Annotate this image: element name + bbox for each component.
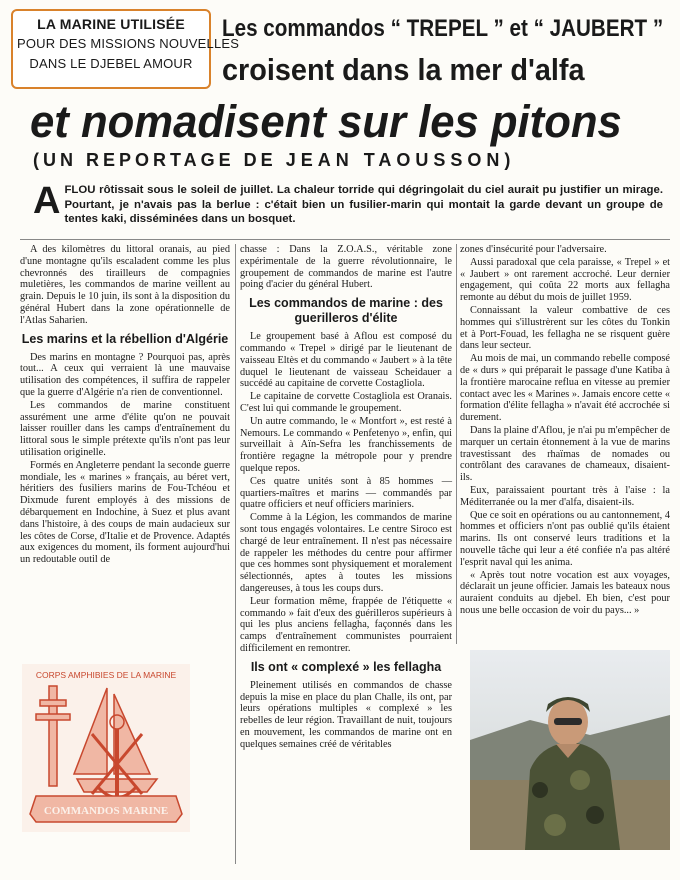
byline-author: JEAN TAOUSSON) <box>285 150 516 170</box>
subheading: Les commandos de marine : des guerilleros d'élite <box>249 296 443 326</box>
paragraph: Des marins en montagne ? Pourquoi pas, après tout... A ceux qui verraient là une mauvaise utilisation des compétences, il suffira de rappeler que la guerre d'Algérie n'a rien de conventionnel. <box>20 351 230 398</box>
byline-prefix: (UN REPORTAGE DE <box>33 150 277 170</box>
article-column-2 <box>240 244 452 751</box>
emblem-top-text: CORPS AMPHIBIES DE LA MARINE <box>35 670 177 680</box>
paragraph: Dans la plaine d'Aflou, je n'ai pu m'empêcher de marquer un certain étonnement à la vue de marins travestissant des rhaïmas de nomades ou contrôlant des caravanes de chameaux, disaient-ils. <box>460 424 670 484</box>
column-divider <box>235 244 236 864</box>
commandos-marine-emblem <box>22 664 190 832</box>
paragraph: chasse : Dans la Z.O.A.S., véritable zone expérimentale de la guerre révolutionnaire, le groupement de commandos de marine est l'autre poing d'acier du général Hubert. <box>240 244 452 291</box>
emblem-scroll-text: COMMANDOS MARINE <box>43 805 169 817</box>
drop-cap: A <box>33 180 61 222</box>
paragraph: zones d'insécurité pour l'adversaire. <box>460 244 607 255</box>
paragraph: Aussi paradoxal que cela paraisse, « Trepel » et « Jaubert » ont rarement accroché. Leur dernier engagement, qui coûta 22 morts aux fellagha remonte au début du mois de juillet 1959. <box>460 256 670 304</box>
paragraph: Ces quatre unités sont à 85 hommes — quartiers-maîtres et marins — commandés par quatre officiers et neuf officiers mariniers. <box>240 475 452 511</box>
paragraph: Les commandos de marine constituent assurément une arme d'élite qu'on ne pouvait laisser rouiller dans les camps d'entraînement du littoral sous le simple prétexte qu'ils n'ont pas leur utilisation originelle. <box>20 399 230 458</box>
paragraph: Connaissant la valeur combattive de ces hommes qui s'illustrèrent sur les côtes du Tonkin et à Port-Fouad, les fellagha ne se risquent guère dans leur secteur. <box>460 304 670 352</box>
paragraph: Un autre commando, le « Montfort », est resté à Nemours. Le commando « Penfetenyo », enfin, qui surveillait à Aïn-Sefra les franchissements de frontière regagne la métropole pour y prendre quelque repos. <box>240 415 452 474</box>
paragraph: Comme à la Légion, les commandos de marine sont tous engagés volontaires. Le centre Siroco est chargé de leur entraînement. Il n'est pas nécessaire de rappeler les méthodes du centre pour affirmer que ces hommes sont physiquement et moralement sélectionnés, aptes à toutes les missions dangereuses, à tous les coups durs. <box>240 512 452 594</box>
emblem-icon <box>22 664 190 832</box>
article-column-3 <box>460 244 670 618</box>
paragraph: Au mois de mai, un commando rebelle composé de « durs » qui préparait le passage d'une Katiba à la frontière marocaine reflua en vitesse au premier contact avec les « Marines ». Jamais encore cette « formation d'élite fellagha » n'avait été accrochée si durement. <box>460 353 670 424</box>
paragraph: Formés en Angleterre pendant la seconde guerre mondiale, les « marines » français, au béret vert, héritiers des fusiliers marins de Fou-Tchéou et Dixmude furent employés à des missions de débarquement en Indochine, à Suez et plus avant dans l'histoire, à des coups de main audacieux sur les côtes de Corse, d'Italie et de Provence. Adaptés aux exigences du moment, ils forment aujourd'hui un redoutable outil de <box>20 459 230 566</box>
headline-line-2: croisent dans la mer d'alfa <box>222 52 585 87</box>
paragraph: Leur formation même, frappée de l'étiquette « commando » fait d'eux des guérilleros supérieurs à qui les plus anciens fellagha, façonnés dans les camps d'entraînement communistes pourraient difficilement en remontrer. <box>240 595 452 654</box>
article-column-1 <box>20 244 230 567</box>
kicker-line-1: LA MARINE UTILISÉE <box>37 16 185 32</box>
subheading: Les marins et la rébellion d'Algérie <box>21 331 229 346</box>
column-divider <box>456 244 457 644</box>
paragraph: Le capitaine de corvette Costagliola est Oranais. C'est lui qui commande le groupement. <box>240 391 452 414</box>
soldier-photo <box>470 650 670 850</box>
paragraph: Pleinement utilisés en commandos de chasse depuis la mise en place du plan Challe, ils ont, par leurs opérations multiples « complexé » les rebelles de leur région. Travaillant de nuit, toujours en mouvement, les commandos de marine ont en quelques semaines créé de véritables <box>240 679 452 750</box>
soldier-photo-icon <box>470 650 670 850</box>
kicker-line-3: DANS LE DJEBEL AMOUR <box>29 56 193 71</box>
paragraph: Eux, paraissaient pourtant très à l'aise : la Méditerranée ou la mer d'alfa, disaient-ils. <box>460 484 670 508</box>
kicker-line-2: POUR DES MISSIONS NOUVELLES <box>17 36 240 51</box>
paragraph: A des kilomètres du littoral oranais, au pied d'une montagne qu'ils escaladent comme les plus chevronnés des tirailleurs de compagnies muletières, les commandos de marine veillent au grain. Depuis le 10 juin, ils sont à la disposition du général Hubert dans la zone opérationnelle de l'Atlas Saharien. <box>20 244 230 326</box>
byline <box>33 150 515 171</box>
lead-paragraph <box>33 180 663 227</box>
paragraph: Que ce soit en opérations ou au cantonnement, 4 hommes et officiers n'ont pas oublié qu'ils étaient marins. Ils ont conservé leurs traditions et la nouvelle tâche qui leur a été confiée n'a pas altéré l'esprit naval qui les anima. <box>460 509 670 568</box>
headline-line-1: Les commandos “ TREPEL ” et “ JAUBERT ” <box>222 15 664 42</box>
subheading: Ils ont « complexé » les fellagha <box>250 659 442 674</box>
paragraph: Le groupement basé à Aflou est composé du commando « Trepel » dirigé par le lieutenant de vaisseau Eltès et du commando « Jaubert » à la tête duquel le lieutenant de vaisseau Scheidauer a succédé au capitaine de corvette Costagliola. <box>240 331 452 390</box>
lead-text: FLOU rôtissait sous le soleil de juillet. La chaleur torride qui dégringolait du ciel aurait pu justifier un mirage. Pourtant, je n'avais pas la berlue : c'était bien un fusilier-marin qui montait la garde devant un groupe de tentes kaki, disséminées dans un bosquet. <box>64 184 663 225</box>
headline-line-3: et nomadisent sur les pitons <box>30 96 622 147</box>
divider <box>20 239 670 240</box>
paragraph: « Après tout notre vocation est aux voyages, déclarait un jeune officier. Jamais les bateaux nous auraient conduits au djebel. Eh bien, c'est pour nous une belle occasion de voir du pays... » <box>460 569 670 616</box>
kicker-box <box>11 9 240 89</box>
